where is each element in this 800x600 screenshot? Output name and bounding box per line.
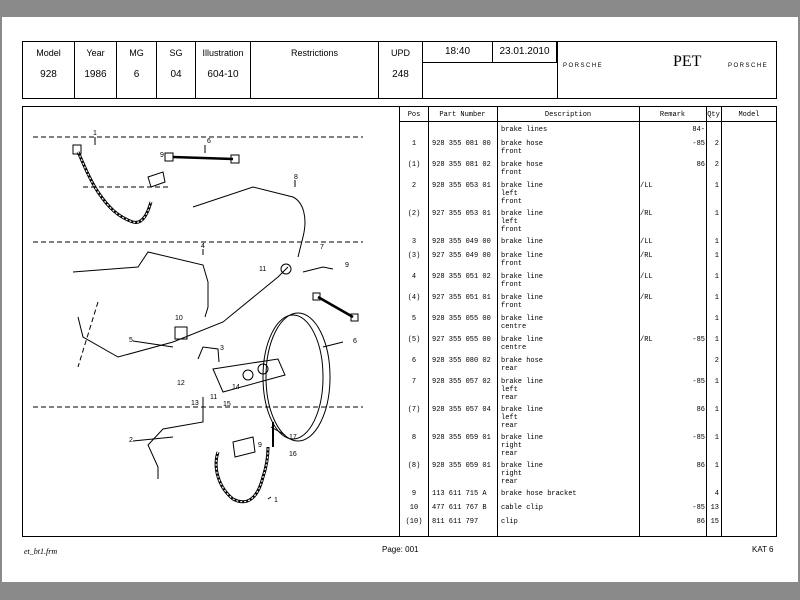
row-part-number: 927 355 049 00 — [432, 252, 491, 260]
row-description: brake line front — [501, 273, 544, 289]
row-qty: 2 — [714, 140, 719, 148]
row-part-number: 928 355 081 00 — [432, 140, 491, 148]
brake-line-5 — [78, 267, 288, 357]
callout: 1 — [274, 497, 278, 504]
row-remark: /RL — [640, 336, 653, 344]
header-divider — [557, 42, 558, 98]
row-pos: 2 — [411, 182, 417, 190]
header-split-line — [423, 62, 557, 63]
sg-label: SG — [169, 48, 183, 58]
bracket-9-bottom — [233, 437, 255, 457]
brake-line-4 — [73, 252, 208, 317]
footer-filename: et_bt1.frm — [24, 547, 58, 556]
row-remark: /LL — [640, 238, 653, 246]
row-qty: 2 — [714, 357, 719, 365]
callout: 12 — [177, 380, 185, 387]
row-description: brake line left front — [501, 182, 544, 206]
row-qty: 13 — [710, 504, 719, 512]
col-header-model: Model — [738, 111, 760, 119]
row-remark: /RL — [640, 294, 653, 302]
illustration-cell — [196, 42, 251, 98]
callout: 11 — [210, 394, 218, 401]
col-header-description: Description — [544, 111, 592, 119]
model-label: Model — [36, 48, 61, 58]
callout: 9 — [345, 262, 349, 269]
row-description: cable clip — [501, 504, 544, 512]
col-header-pos: Pos — [407, 111, 421, 119]
callout: 17 — [289, 434, 297, 441]
illustration-value: 604-10 — [207, 69, 239, 80]
master-cylinder — [213, 359, 285, 392]
row-qty: 1 — [714, 434, 719, 442]
row-pos: 6 — [411, 357, 417, 365]
row-remark-value: 86 — [696, 462, 705, 470]
row-pos: 9 — [411, 490, 417, 498]
row-pos: (3) — [407, 252, 421, 260]
row-pos: 1 — [411, 140, 417, 148]
row-part-number: 928 355 057 04 — [432, 406, 491, 414]
exploded-diagram — [22, 106, 400, 537]
row-pos: 5 — [411, 315, 417, 323]
row-part-number: 928 355 055 00 — [432, 315, 491, 323]
row-part-number: 928 355 049 00 — [432, 238, 491, 246]
row-remark-value: 86 — [696, 518, 705, 526]
row-remark-value: 86 — [696, 161, 705, 169]
row-pos: (1) — [407, 161, 421, 169]
row-pos: (4) — [407, 294, 421, 302]
row-description: brake line centre — [501, 336, 544, 352]
porsche-logo-right: PORSCHE — [728, 63, 769, 69]
upd-value: 248 — [392, 69, 409, 80]
row-description: brake line left rear — [501, 406, 544, 430]
diagram-callouts — [93, 130, 357, 504]
model-value: 928 — [40, 69, 57, 80]
row-description: brake line left front — [501, 210, 544, 234]
callout: 6 — [207, 138, 211, 145]
row-qty: 1 — [714, 378, 719, 386]
callout: 11 — [259, 266, 267, 273]
date-value: 23.01.2010 — [499, 46, 550, 57]
callout: 8 — [294, 174, 298, 181]
row-part-number: 928 355 059 01 — [432, 434, 491, 442]
row-part-number: 811 611 797 — [432, 518, 479, 526]
row-part-number: 927 355 053 01 — [432, 210, 491, 218]
restrictions-cell — [251, 42, 379, 98]
row-qty: 1 — [714, 252, 719, 260]
rear-hose-6b — [318, 297, 353, 317]
parts-table — [399, 106, 777, 537]
app-title: PET — [673, 53, 702, 70]
callout: 13 — [191, 400, 199, 407]
illustration-label: Illustration — [202, 48, 244, 58]
row-pos: 3 — [411, 238, 417, 246]
row-qty: 1 — [714, 182, 719, 190]
row-part-number: 928 355 051 02 — [432, 273, 491, 281]
row-remark-value: -85 — [692, 336, 705, 344]
brake-line-2 — [148, 397, 203, 479]
row-qty: 1 — [714, 406, 719, 414]
brake-lines-drawing — [23, 107, 399, 536]
row-qty: 1 — [714, 336, 719, 344]
sg-value: 04 — [170, 69, 182, 80]
callout: 15 — [223, 401, 231, 408]
row-qty: 1 — [714, 273, 719, 281]
callout: 4 — [201, 243, 205, 250]
row-description: brake hose bracket — [501, 490, 577, 498]
header-block — [22, 41, 777, 99]
row-part-number: 928 355 059 01 — [432, 462, 491, 470]
row-description: brake line centre — [501, 315, 544, 331]
callout: 6 — [353, 338, 357, 345]
row-part-number: 928 355 057 02 — [432, 378, 491, 386]
row-pos: (8) — [407, 462, 421, 470]
col-divider — [639, 107, 640, 536]
upd-cell — [379, 42, 423, 98]
bracket-9 — [148, 172, 165, 187]
row-part-number: 928 355 081 02 — [432, 161, 491, 169]
callout: 14 — [232, 384, 240, 391]
year-label: Year — [86, 48, 105, 58]
row-pos: (5) — [407, 336, 421, 344]
guide-lines — [33, 137, 363, 407]
row-part-number: 928 355 053 01 — [432, 182, 491, 190]
row-description: clip — [501, 518, 518, 526]
row-qty: 1 — [714, 315, 719, 323]
row-qty: 1 — [714, 294, 719, 302]
row-remark-value: 84- — [692, 126, 705, 134]
col-divider — [428, 107, 429, 536]
row-pos: 7 — [411, 378, 417, 386]
col-header-remark: Remark — [659, 111, 686, 119]
row-remark: /RL — [640, 210, 653, 218]
row-qty: 1 — [714, 238, 719, 246]
row-remark-value: 86 — [696, 406, 705, 414]
model-cell — [23, 42, 75, 98]
col-header-qty: Qty — [707, 111, 720, 119]
row-description: brake hose front — [501, 140, 544, 156]
restrictions-label: Restrictions — [290, 48, 338, 58]
row-part-number: 927 355 055 00 — [432, 336, 491, 344]
row-qty: 4 — [714, 490, 719, 498]
row-pos: (2) — [407, 210, 421, 218]
row-part-number: 477 611 767 B — [432, 504, 487, 512]
row-remark: /LL — [640, 182, 653, 190]
porsche-logo-left: PORSCHE — [563, 63, 604, 69]
row-qty: 1 — [714, 462, 719, 470]
mg-value: 6 — [133, 69, 140, 80]
mg-cell — [117, 42, 157, 98]
callout: 10 — [175, 315, 183, 322]
callout: 16 — [289, 451, 297, 458]
mg-label: MG — [129, 48, 144, 58]
row-remark: /RL — [640, 252, 653, 260]
row-description: brake lines — [501, 126, 548, 134]
footer-page: Page: 001 — [382, 545, 419, 554]
row-description: brake hose front — [501, 161, 544, 177]
row-remark-value: -85 — [692, 378, 705, 386]
row-description: brake line right rear — [501, 434, 544, 458]
row-part-number: 927 355 051 01 — [432, 294, 491, 302]
callout: 1 — [93, 130, 97, 137]
callout: 9 — [160, 152, 164, 159]
row-qty: 1 — [714, 210, 719, 218]
callout: 3 — [220, 345, 224, 352]
row-remark-value: -85 — [692, 504, 705, 512]
callout: 7 — [320, 244, 324, 251]
callout: 5 — [129, 337, 133, 344]
callout: 2 — [129, 437, 133, 444]
col-divider — [721, 107, 722, 536]
row-description: brake line — [501, 238, 544, 246]
row-pos: (7) — [407, 406, 421, 414]
row-pos: 8 — [411, 434, 417, 442]
brake-line-3 — [198, 347, 219, 362]
row-remark-value: -85 — [692, 140, 705, 148]
time-cell — [423, 42, 493, 63]
row-pos: 4 — [411, 273, 417, 281]
time-value: 18:40 — [444, 46, 471, 57]
row-remark: /LL — [640, 273, 653, 281]
row-description: brake line front — [501, 252, 544, 268]
col-divider — [497, 107, 498, 536]
date-cell — [493, 42, 557, 63]
row-pos: (10) — [405, 518, 423, 526]
row-part-number: 928 355 080 02 — [432, 357, 491, 365]
row-description: brake line right rear — [501, 462, 544, 486]
row-description: brake line left rear — [501, 378, 544, 402]
row-qty: 15 — [710, 518, 719, 526]
upd-label: UPD — [390, 48, 410, 58]
row-qty: 2 — [714, 161, 719, 169]
row-description: brake hose rear — [501, 357, 544, 373]
year-cell — [75, 42, 117, 98]
header-rule — [400, 121, 776, 122]
brake-line-8 — [193, 187, 305, 257]
sg-cell — [157, 42, 196, 98]
callout: 9 — [258, 442, 262, 449]
row-pos: 10 — [409, 504, 419, 512]
row-description: brake line front — [501, 294, 544, 310]
footer-kat: KAT 6 — [752, 545, 774, 554]
row-remark-value: -85 — [692, 434, 705, 442]
rear-hose-6 — [173, 157, 233, 159]
col-header-part-number: Part Number — [439, 111, 486, 119]
brake-booster — [263, 315, 323, 439]
year-value: 1986 — [84, 69, 107, 80]
brake-line-7 — [303, 267, 333, 272]
row-part-number: 113 611 715 A — [432, 490, 487, 498]
